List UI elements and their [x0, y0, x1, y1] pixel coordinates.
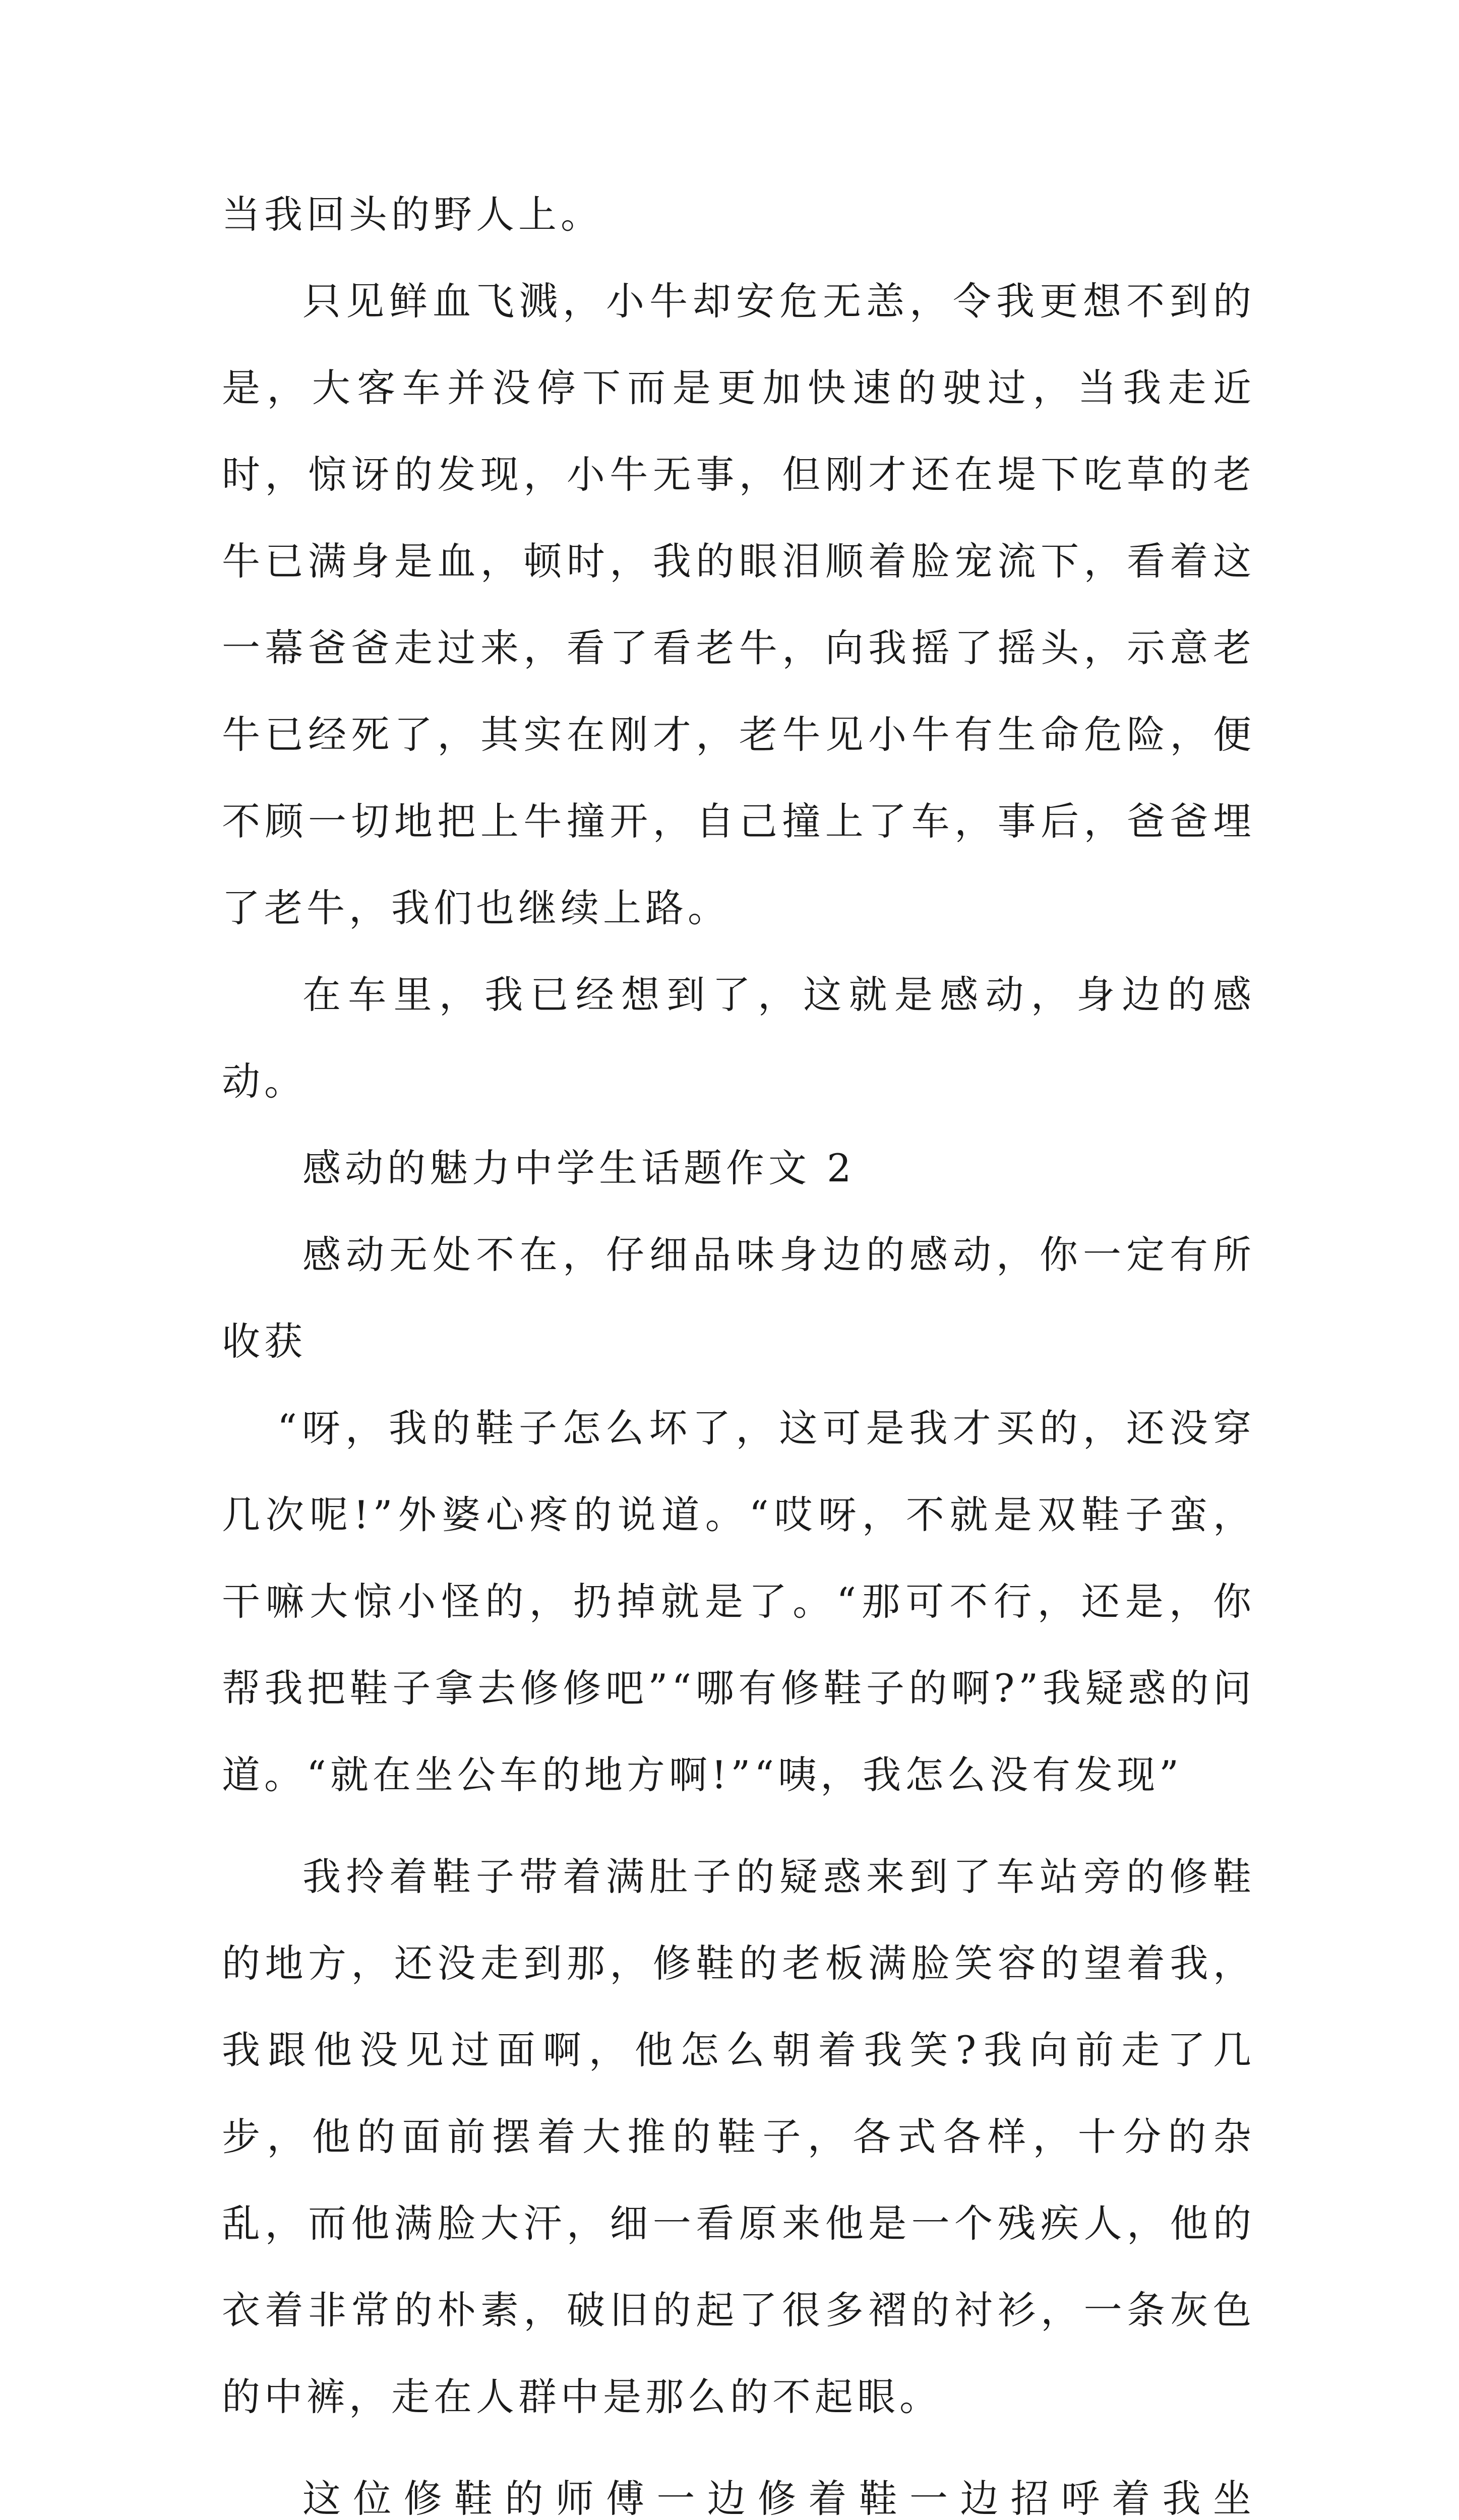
paragraph-5: 感动无处不在，仔细品味身边的感动，你一定有所收获	[222, 1232, 1255, 1364]
paragraph-8: 这位修鞋的师傅一边修着鞋一边招呼着我坐	[302, 2476, 1255, 2520]
paragraph-2: 只见鲜血飞溅，小牛却安危无恙，令我更想不到的是，大客车并没停下而是更加快速的驶过，当我走近时，惊讶的发现，小牛无事，但刚才还在堤下吃草的老牛已满身是血，顿时，我的眼泪顺着脸宠流下，看着这一幕爸爸走过来，看了看老牛，向我摇了摇头，示意老牛已经死了，其实在刚才，老牛见小牛有生命危险，便不顾一切地把上牛撞开，自己撞上了车，事后，爸爸埋了老牛，我们也继续上路。	[222, 279, 1255, 930]
paragraph-1: 当我回头的野人上。	[222, 192, 603, 237]
essay-title-2: 感动的魅力中学生话题作文 2	[302, 1146, 856, 1190]
document-body	[222, 171, 1255, 2520]
paragraph-6: “呀，我的鞋子怎么坏了，这可是我才买的，还没穿几次呢!”外婆心疼的说道。“哎呀，不就是双鞋子蛮，干嘛大惊小怪的，扔掉就是了。“那可不行，还是，你帮我把鞋子拿去修修吧”“哪有修鞋子的啊?”我疑惑的问道。“就在坐公车的地方啊!”“咦，我怎么没有发现”	[222, 1406, 1255, 1797]
paragraph-7: 我拎着鞋子带着满肚子的疑惑来到了车站旁的修鞋的地方，还没走到那，修鞋的老板满脸笑容的望着我，我跟他没见过面啊，他怎么朝着我笑?我向前走了几步，他的面前摆着大推的鞋子，各式各样，十分的杂乱，而他满脸大汗，细一看原来他是一个残疾人，他的衣着非常的朴素，破旧的起了很多褶的衬衫，一条灰色的中裤，走在人群中是那么的不起眼。	[222, 1854, 1255, 2419]
paragraph-3: 在车里，我已经想到了，这就是感动，身边的感动。	[222, 972, 1255, 1104]
